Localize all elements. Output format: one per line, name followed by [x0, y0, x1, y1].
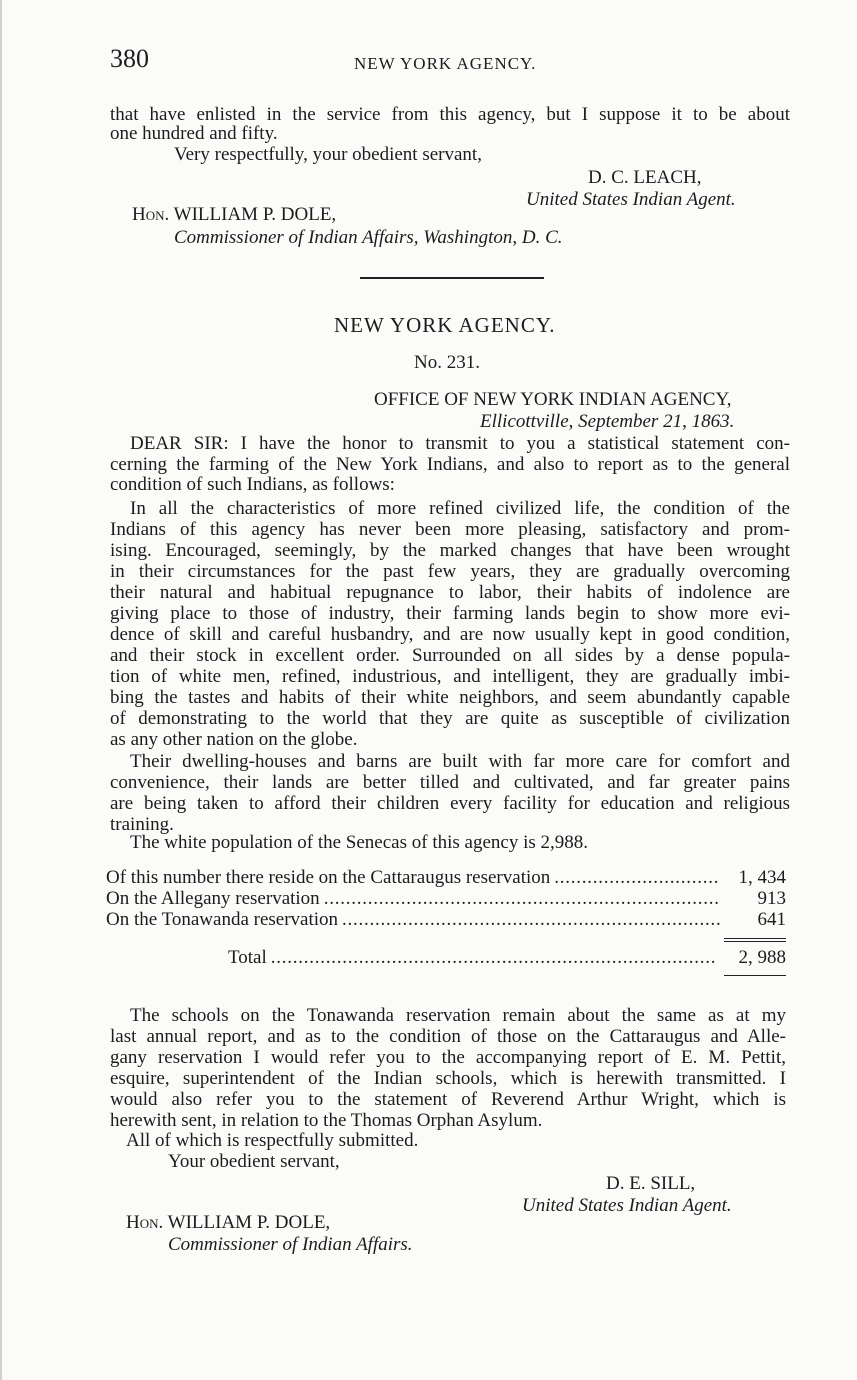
letter1-line-2: one hundred and fifty.: [110, 123, 278, 144]
table-row-value: 913: [757, 888, 786, 909]
para3-line-1: Their dwelling-houses and barns are built with far more care for comfort and: [130, 751, 790, 772]
para3-line-4: training.: [110, 814, 174, 835]
para5-line-2: last annual report, and as to the condition of those on the Cattaraugus and Alle-: [110, 1026, 786, 1047]
para5-line-1: The schools on the Tonawanda reservation remain about the same as at my: [130, 1005, 786, 1026]
table-row: [106, 867, 786, 889]
leader-dots: [342, 909, 720, 931]
table-row-value: 1, 434: [738, 867, 786, 888]
para2-line-3: ising. Encouraged, seemingly, by the marked changes that have been wrought: [110, 540, 790, 561]
para2-line-5: their natural and habitual repugnance to labor, their habits of indolence are: [110, 582, 790, 603]
letter1-addressee: Hon. WILLIAM P. DOLE,: [132, 204, 337, 225]
letter2-addressee: Hon. WILLIAM P. DOLE,: [126, 1212, 331, 1233]
table-row-value: 641: [757, 909, 786, 930]
para2-line-1: In all the characteristics of more refined civilized life, the condition of the: [130, 498, 790, 519]
page-number: 380: [110, 44, 149, 73]
office-line: OFFICE OF NEW YORK INDIAN AGENCY,: [374, 389, 732, 410]
submitted-line: All of which is respectfully submitted.: [126, 1130, 419, 1151]
total-underline: [724, 975, 786, 976]
section-title: NEW YORK AGENCY.: [334, 313, 556, 337]
letter1-closing: Very respectfully, your obedient servant,: [174, 144, 482, 165]
para2-line-10: bing the tastes and habits of their white neighbors, and seem abundantly capable: [110, 687, 790, 708]
letter1-addressee-title: Commissioner of Indian Affairs, Washington, D. C.: [174, 227, 563, 248]
total-rule-top: [724, 938, 786, 939]
para1-line-2: cerning the farming of the New York Indians, and also to report as to the general: [110, 454, 790, 475]
para3-line-2: convenience, their lands are better tilled and cultivated, and far greater pains: [110, 772, 790, 793]
total-row: [228, 947, 786, 969]
letter2-closing: Your obedient servant,: [168, 1151, 340, 1172]
document-number: No. 231.: [414, 352, 480, 373]
leader-dots: [271, 947, 720, 969]
table-row-label: On the Allegany reservation: [106, 888, 320, 909]
place-date: Ellicottville, September 21, 1863.: [480, 411, 735, 432]
para5-line-4: esquire, superintendent of the Indian schools, which is herewith transmitted. I: [110, 1068, 786, 1089]
letter1-signer-title: United States Indian Agent.: [526, 189, 736, 210]
letter1-line-1: that have enlisted in the service from this agency, but I suppose it to be about: [110, 104, 790, 125]
table-row: [106, 888, 786, 910]
para2-line-9: tion of white men, refined, industrious, and intelligent, they are gradually imbi-: [110, 666, 790, 687]
total-rule-bottom: [724, 941, 786, 942]
letter2-signer-name: D. E. SILL,: [606, 1173, 696, 1194]
letter2-signer-title: United States Indian Agent.: [522, 1195, 732, 1216]
para2-line-12: as any other nation on the globe.: [110, 729, 358, 750]
letter1-signer-name: D. C. LEACH,: [588, 167, 702, 188]
para1-line-3: condition of such Indians, as follows:: [110, 474, 395, 495]
para3-line-3: are being taken to afford their children every facility for education and religious: [110, 793, 790, 814]
table-row-label: Of this number there reside on the Cattaraugus reservation: [106, 867, 551, 888]
leader-dots: [554, 867, 720, 889]
para2-line-6: giving place to those of industry, their farming lands begin to show more evi-: [110, 603, 790, 624]
total-label: Total: [228, 947, 267, 968]
leader-dots: [324, 888, 720, 910]
para2-line-11: of demonstrating to the world that they are quite as susceptible of civilization: [110, 708, 790, 729]
total-value: 2, 988: [738, 947, 786, 968]
letter2-addressee-title: Commissioner of Indian Affairs.: [168, 1234, 413, 1255]
para2-line-7: dence of skill and careful husbandry, and are now usually kept in good condition,: [110, 624, 790, 645]
para1-line-1: DEAR SIR: I have the honor to transmit to you a statistical statement con-: [130, 433, 790, 454]
running-head: NEW YORK AGENCY.: [354, 54, 537, 73]
table-row-label: On the Tonawanda reservation: [106, 909, 339, 930]
para4: The white population of the Senecas of this agency is 2,988.: [130, 832, 589, 853]
para2-line-2: Indians of this agency has never been more pleasing, satisfactory and prom-: [110, 519, 790, 540]
para5-line-3: gany reservation I would refer you to the accompanying report of E. M. Pettit,: [110, 1047, 786, 1068]
section-divider: [360, 277, 544, 279]
table-row: [106, 909, 786, 931]
para2-line-8: and their stock in excellent order. Surrounded on all sides by a dense popula-: [110, 645, 790, 666]
para2-line-4: in their circumstances for the past few years, they are gradually overcoming: [110, 561, 790, 582]
para5-line-6: herewith sent, in relation to the Thomas Orphan Asylum.: [110, 1110, 543, 1131]
para5-line-5: would also refer you to the statement of Reverend Arthur Wright, which is: [110, 1089, 786, 1110]
